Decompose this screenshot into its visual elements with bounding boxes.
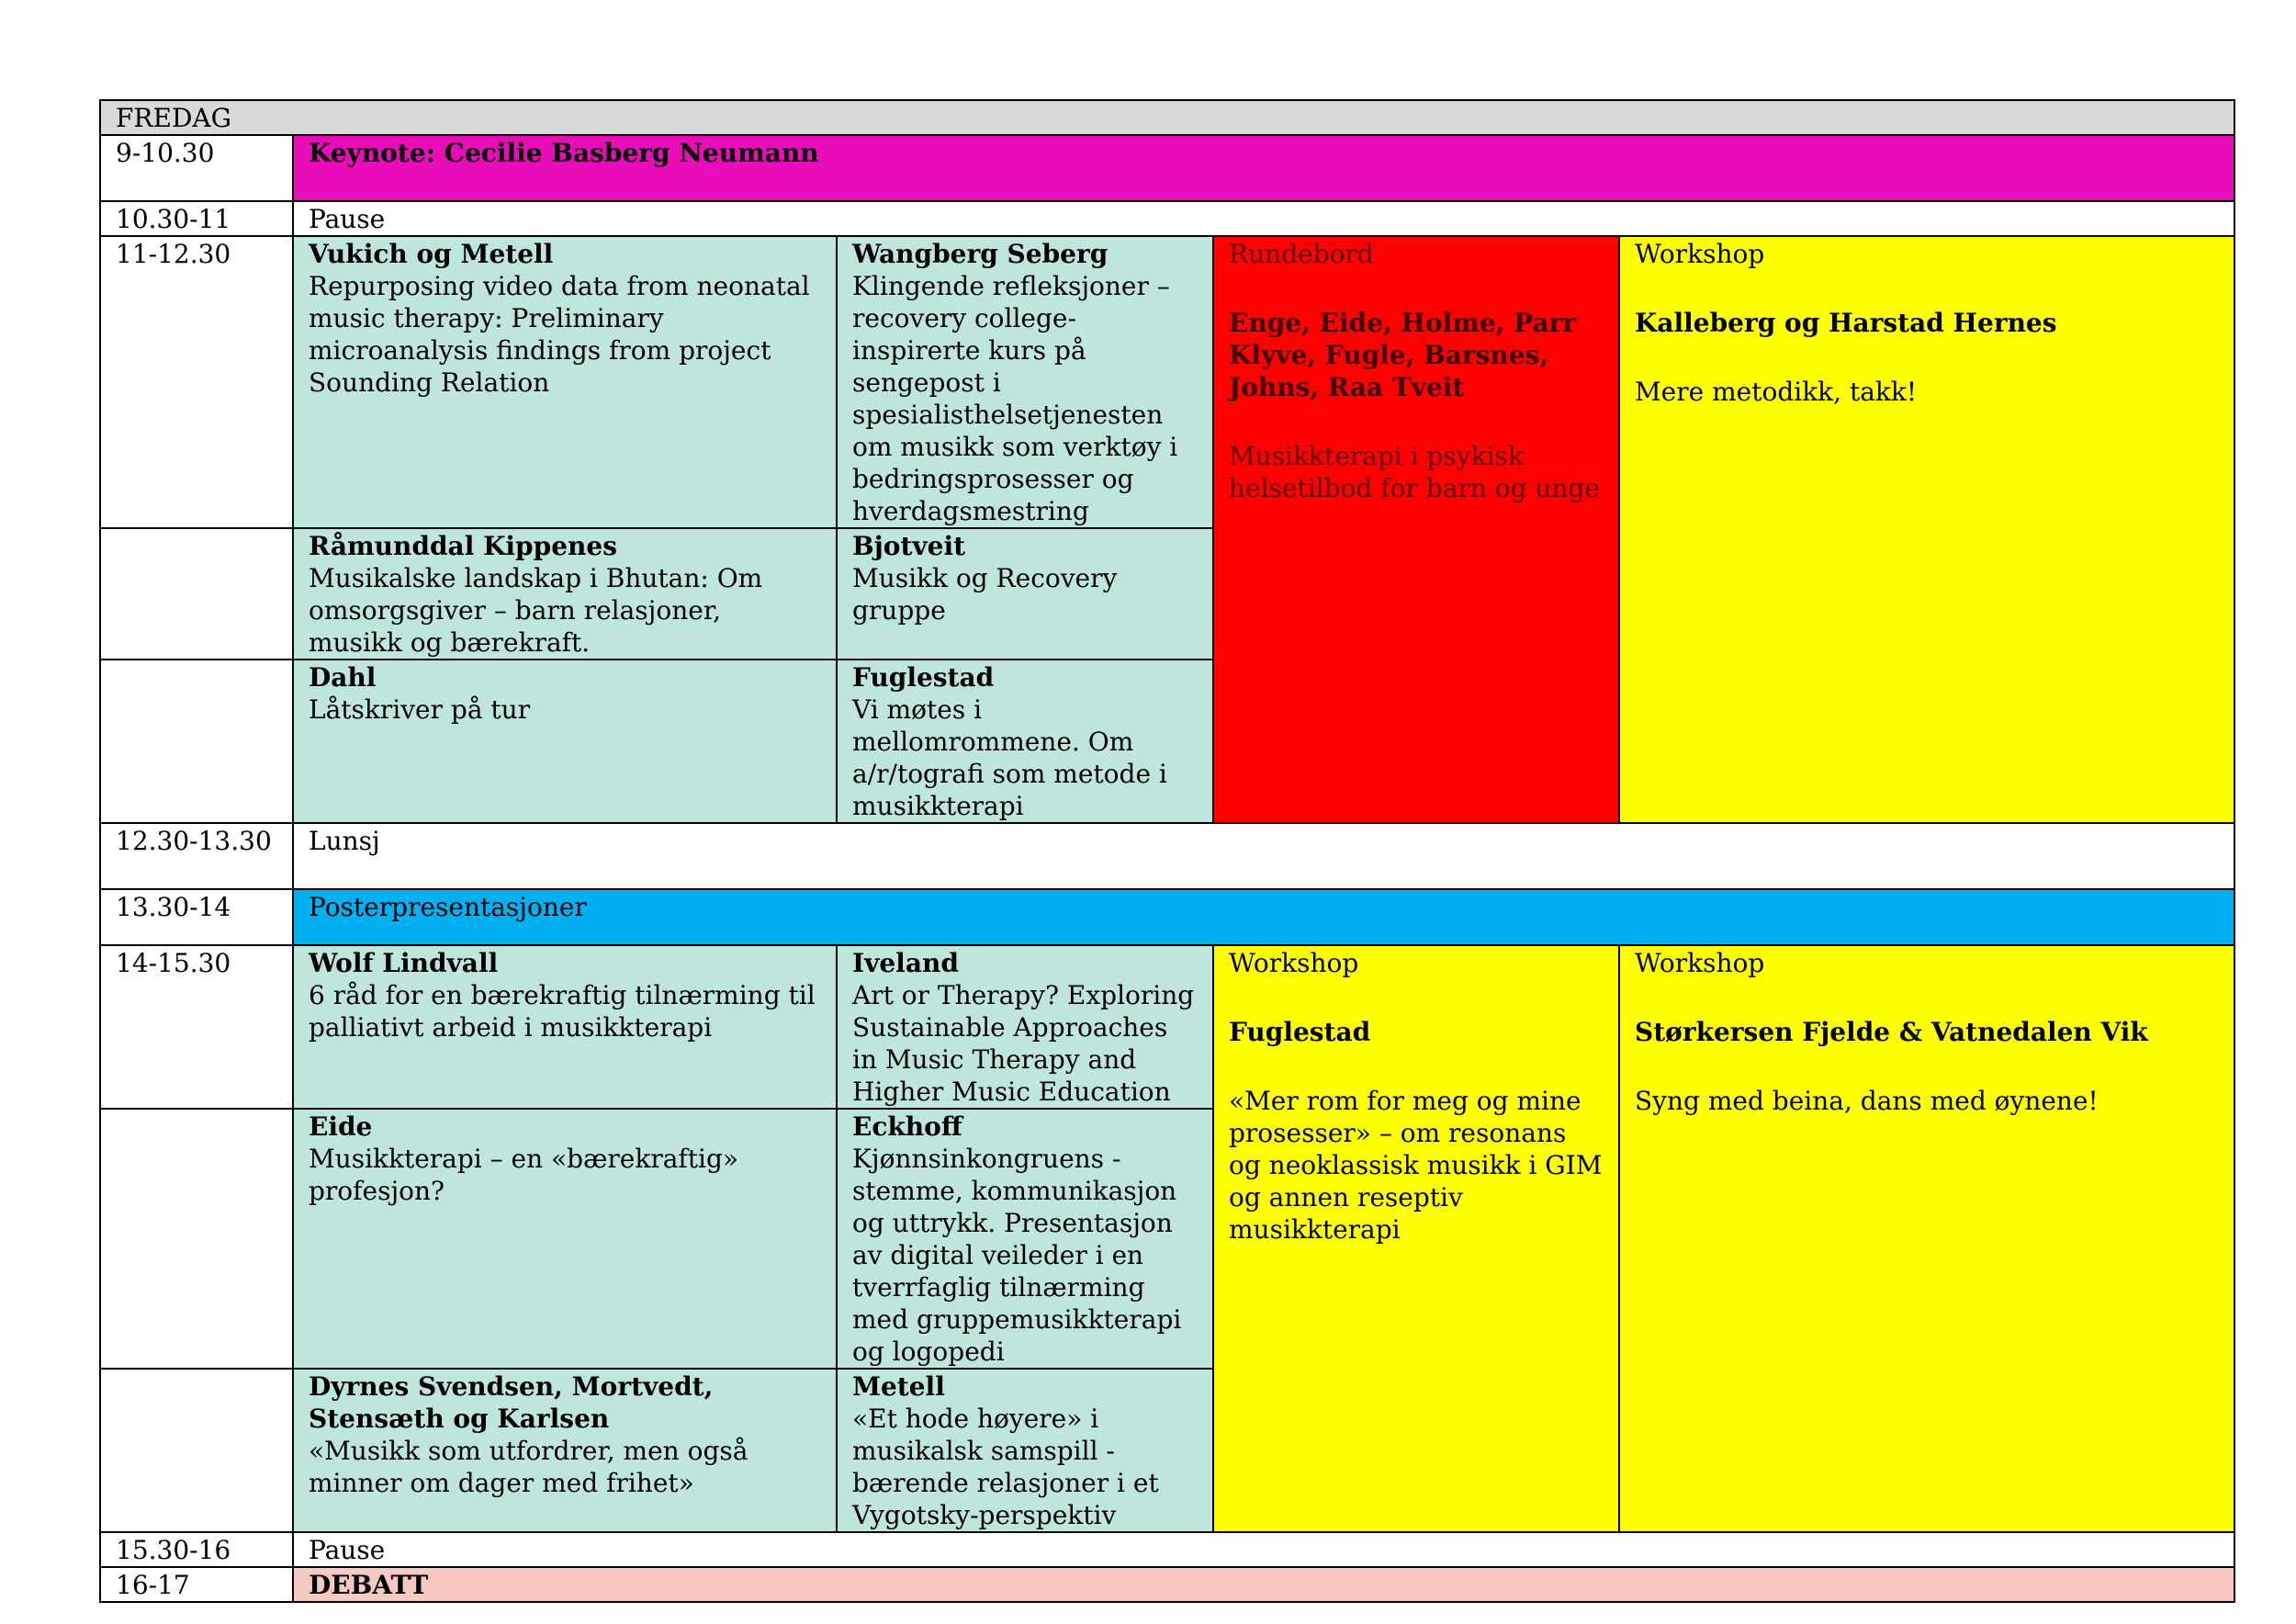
roundtable-authors: Enge, Eide, Holme, Parr Klyve, Fugle, Barsnes, Johns, Raa Tveit <box>1229 308 1577 402</box>
session-row <box>100 236 2234 528</box>
session-cell <box>293 236 837 528</box>
session-title: «Musikk som utfordrer, men også minner om dager med frihet» <box>309 1436 748 1498</box>
debate-cell <box>293 1567 2234 1602</box>
day-header: FREDAG <box>100 100 2234 135</box>
workshop-cell <box>1619 945 2234 1532</box>
time-cell <box>100 1369 293 1532</box>
poster-cell: Posterpresentasjoner <box>293 889 2234 945</box>
session-title: «Et hode høyere» i musikalsk samspill - bærende relasjoner i et Vygotsky-perspektiv <box>852 1404 1159 1530</box>
session-authors: Dahl <box>309 662 377 693</box>
workshop-title: «Mer rom for meg og mine prosesser» – om resonans og neoklassisk musikk i GIM og annen reseptiv musikkterapi <box>1229 1086 1603 1245</box>
session-cell <box>293 660 837 823</box>
session-authors: Eckhoff <box>852 1111 962 1142</box>
time-cell: 16-17 <box>100 1567 293 1602</box>
keynote-row <box>100 135 2234 201</box>
session-cell <box>837 1369 1213 1532</box>
session-cell <box>837 1109 1213 1369</box>
session-title: Musikk og Recovery gruppe <box>852 563 1118 626</box>
session-cell <box>837 236 1213 528</box>
session-title: Kjønnsinkongruens - stemme, kommunikasjon og uttrykk. Presentasjon av digital veileder i en tverrfaglig tilnærming med gruppemusikkterapi og logopedi <box>852 1144 1182 1367</box>
session-authors: Bjotveit <box>852 531 966 561</box>
session-cell <box>837 660 1213 823</box>
session-row <box>100 945 2234 1109</box>
keynote-label: Keynote: Cecilie Basberg Neumann <box>309 138 819 168</box>
session-cell <box>293 1109 837 1369</box>
session-authors: Vukich og Metell <box>309 239 554 269</box>
session-title: Musikkterapi – en «bærekraftig» profesjon? <box>309 1144 739 1206</box>
time-cell: 13.30-14 <box>100 889 293 945</box>
session-title: Vi møtes i mellomrommene. Om a/r/tografi som metode i musikkterapi <box>852 694 1167 821</box>
lunch-cell: Lunsj <box>293 823 2234 889</box>
roundtable-cell <box>1213 236 1619 823</box>
time-cell: 14-15.30 <box>100 945 293 1109</box>
day-header-row <box>100 100 2234 135</box>
session-authors: Råmunddal Kippenes <box>309 531 617 561</box>
session-cell <box>837 528 1213 660</box>
pause-row <box>100 1532 2234 1567</box>
time-cell: 12.30-13.30 <box>100 823 293 889</box>
lunch-row <box>100 823 2234 889</box>
workshop-title: Syng med beina, dans med øynene! <box>1635 1086 2099 1116</box>
schedule-table <box>99 99 2235 1603</box>
pause-cell: Pause <box>293 201 2234 236</box>
time-cell <box>100 1109 293 1369</box>
session-authors: Wangberg Seberg <box>852 239 1109 269</box>
session-authors: Dyrnes Svendsen, Mortvedt, Stensæth og Karlsen <box>309 1371 714 1434</box>
session-cell <box>837 945 1213 1109</box>
session-title: Art or Therapy? Exploring Sustainable Approaches in Music Therapy and Higher Music Education <box>852 980 1195 1107</box>
workshop-cell <box>1619 236 2234 823</box>
session-authors: Iveland <box>852 948 959 978</box>
session-cell <box>293 1369 837 1532</box>
session-title: Klingende refleksjoner – recovery college-inspirerte kurs på sengepost i spesialisthelsetjenesten om musikk som verktøy i bedringsprosesser og hverdagsmestring <box>852 271 1178 526</box>
workshop-type: Workshop <box>1635 239 1765 269</box>
time-cell: 15.30-16 <box>100 1532 293 1567</box>
workshop-cell <box>1213 945 1619 1532</box>
session-cell <box>293 528 837 660</box>
workshop-type: Workshop <box>1635 948 1765 978</box>
debate-row <box>100 1567 2234 1602</box>
workshop-type: Workshop <box>1229 948 1359 978</box>
session-authors: Eide <box>309 1111 373 1142</box>
roundtable-type: Rundebord <box>1229 239 1374 269</box>
roundtable-title: Musikkterapi i psykisk helsetilbod for barn og unge <box>1229 441 1600 503</box>
workshop-authors: Størkersen Fjelde & Vatnedalen Vik <box>1635 1017 2148 1047</box>
workshop-authors: Fuglestad <box>1229 1017 1371 1047</box>
poster-row <box>100 889 2234 945</box>
session-authors: Metell <box>852 1371 945 1402</box>
pause-cell: Pause <box>293 1532 2234 1567</box>
session-authors: Fuglestad <box>852 662 995 693</box>
session-authors: Wolf Lindvall <box>309 948 499 978</box>
workshop-title: Mere metodikk, takk! <box>1635 377 1918 407</box>
workshop-authors: Kalleberg og Harstad Hernes <box>1635 308 2057 338</box>
session-title: Repurposing video data from neonatal music therapy: Preliminary microanalysis findings from project Sounding Relation <box>309 271 810 398</box>
time-cell: 11-12.30 <box>100 236 293 528</box>
pause-row <box>100 201 2234 236</box>
session-title: Låtskriver på tur <box>309 694 531 725</box>
time-cell <box>100 660 293 823</box>
session-cell <box>293 945 837 1109</box>
time-cell: 9-10.30 <box>100 135 293 201</box>
session-title: Musikalske landskap i Bhutan: Om omsorgsgiver – barn relasjoner, musikk og bærekraft. <box>309 563 763 658</box>
debate-label: DEBATT <box>309 1570 429 1600</box>
time-cell: 10.30-11 <box>100 201 293 236</box>
time-cell <box>100 528 293 660</box>
keynote-cell <box>293 135 2234 201</box>
session-title: 6 råd for en bærekraftig tilnærming til palliativt arbeid i musikkterapi <box>309 980 816 1043</box>
